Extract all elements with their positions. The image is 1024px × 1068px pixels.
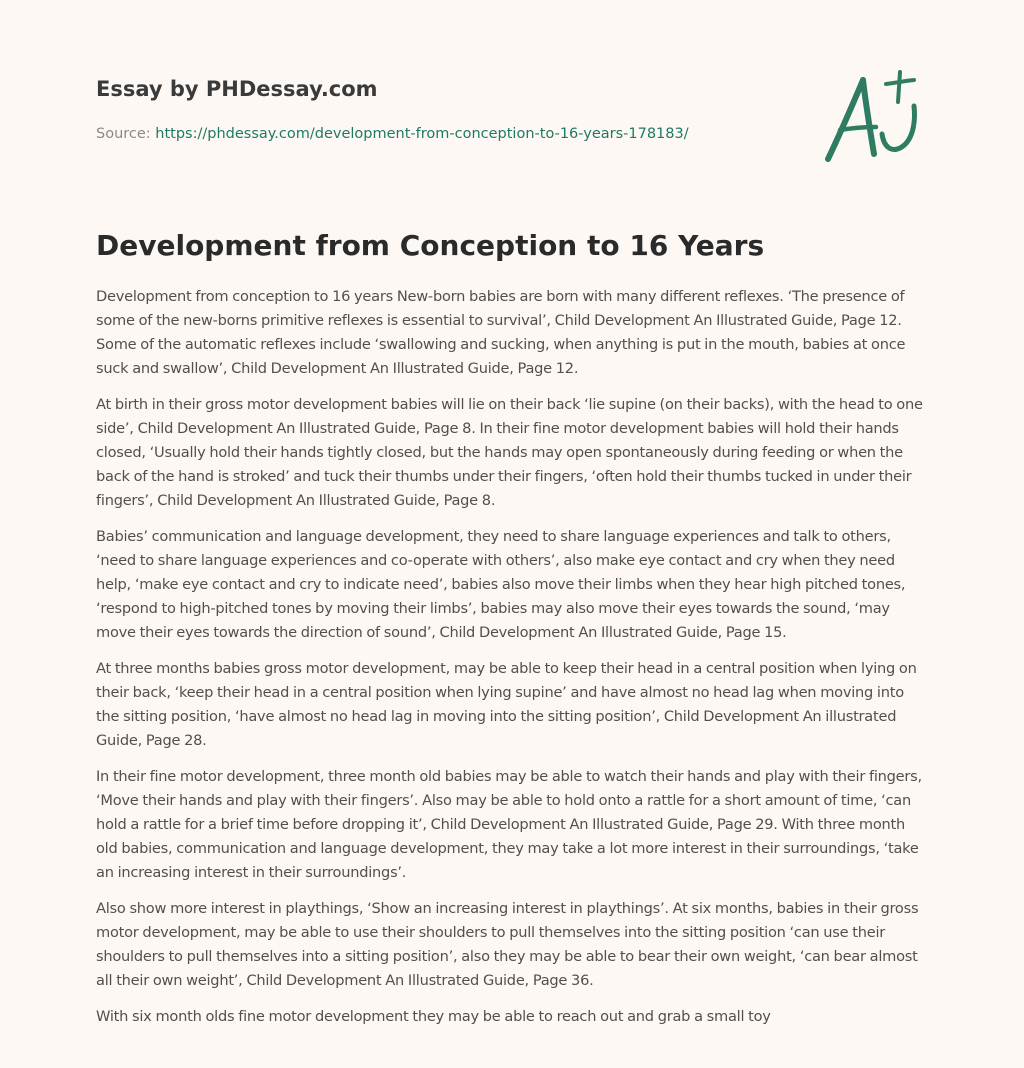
source-line — [96, 124, 736, 144]
essay-header — [96, 74, 736, 144]
essay-paragraph: Babies’ communication and language development, they need to share language experiences and talk to others, ‘need to share language experiences and co-operate with others’, also make eye contact and cry when they need help, ‘make eye contact and cry to indicate need’, babies also move their limbs when they hear high pitched tones, ‘respond to high-pitched tones by moving their limbs’, babies may also move their eyes towards the sound, ‘may move their eyes towards the direction of sound’, Child Development An Illustrated Guide, Page 15. — [96, 528, 906, 641]
essay-body — [96, 285, 930, 1041]
essay-title: Development from Conception to 16 Years — [96, 229, 765, 262]
source-label: Source: — [96, 126, 151, 142]
essay-paragraph: Development from conception to 16 years New-born babies are born with many different reflexes. ‘The presence of some of the new-borns primitive reflexes is essential to survival’, Child Development An Illustrated Guide, Page 12. Some of the automatic reflexes include ‘swallowing and sucking, when anything is put in the mouth, babies at once suck and swallow’, Child Development An Illustrated Guide, Page 12. — [96, 288, 906, 377]
essay-paragraph: At birth in their gross motor development babies will lie on their back ‘lie supine (on their backs), with the head to one side’, Child Development An Illustrated Guide, Page 8. In their fine motor development babies will hold their hands closed, ‘Usually hold their hands tightly closed, but the hands may open spontaneously during feeding or when the back of the hand is stroked’ and tuck their thumbs under their fingers, ‘often hold their thumbs tucked in under their fingers’, Child Development An Illustrated Guide, Page 8. — [96, 396, 923, 509]
essay-paragraph: With six month olds fine motor development they may be able to reach out and grab a small toy — [96, 1008, 771, 1025]
source-link[interactable]: https://phdessay.com/development-from-conception-to-16-years-178183/ — [155, 126, 689, 142]
essay-paragraph: In their fine motor development, three month old babies may be able to watch their hands and play with their fingers, ‘Move their hands and play with their fingers’. Also may be able to hold onto a rattle for a short amount of time, ‘can hold a rattle for a brief time before dropping it’, Child Development An Illustrated Guide, Page 29. With three month old babies, communication and language development, they may take a lot more interest in their surroundings, ‘take an increasing interest in their surroundings’. — [96, 768, 922, 881]
essay-paragraph: Also show more interest in playthings, ‘Show an increasing interest in playthings’. At six months, babies in their gross motor development, may be able to use their shoulders to pull themselves into the sitting position ‘can use their shoulders to pull themselves into a sitting position’, also they may be able to bear their own weight, ‘can bear almost all their own weight’, Child Development An Illustrated Guide, Page 36. — [96, 900, 919, 989]
essay-paragraph: At three months babies gross motor development, may be able to keep their head in a central position when lying on their back, ‘keep their head in a central position when lying supine’ and have almost no head lag when moving into the sitting position, ‘have almost no head lag in moving into the sitting position’, Child Development An illustrated Guide, Page 28. — [96, 660, 917, 749]
a-plus-grade-icon — [818, 66, 930, 166]
brand-title: Essay by PHDessay.com — [96, 77, 378, 101]
